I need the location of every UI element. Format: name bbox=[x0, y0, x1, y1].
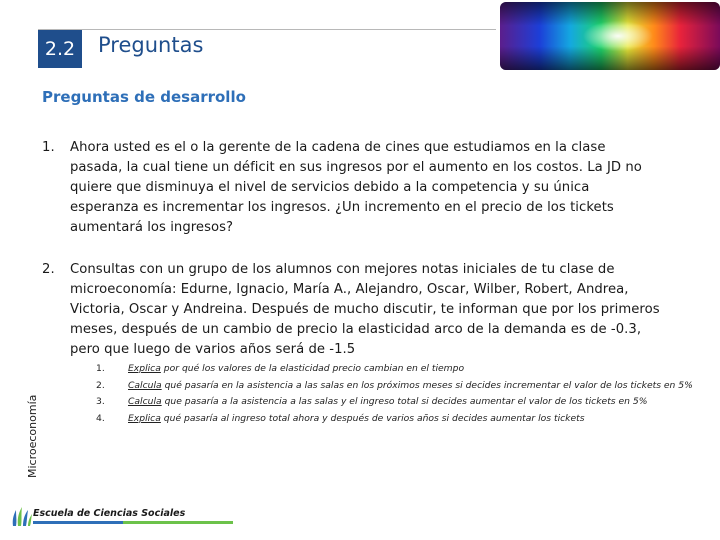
sub-question-item bbox=[96, 396, 696, 408]
school-name: Escuela de Ciencias Sociales bbox=[33, 508, 186, 519]
sub-question-item bbox=[96, 363, 696, 375]
rainbow-light-banner bbox=[500, 2, 720, 70]
question-text: Consultas con un grupo de los alumnos con mejores notas iniciales de tu clase de microeconomía: Edurne, Ignacio, María A., Alejandro, Oscar, Wilber, Robert, Andrea, Victoria, Oscar y Andreina. Después de mucho discutir, te informan que por los primeros meses, después de un cambio de precio la elasticidad arco de la demanda es de -0.3, pero que luego de varios años será de -1.5 bbox=[70, 262, 660, 357]
section-number-badge: 2.2 bbox=[38, 30, 82, 68]
sub-question-verb: Explica bbox=[128, 363, 161, 374]
sub-question-verb: Calcula bbox=[128, 396, 162, 407]
footer-underline bbox=[33, 521, 233, 524]
sub-question-number: 2. bbox=[96, 379, 105, 391]
sub-question-number: 4. bbox=[96, 412, 105, 424]
flame-leaves-logo bbox=[10, 504, 34, 528]
sub-question-number: 3. bbox=[96, 396, 105, 407]
sub-question-item bbox=[96, 380, 696, 392]
question-number: 1. bbox=[42, 140, 55, 155]
sub-question-text: por qué los valores de la elasticidad precio cambian en el tiempo bbox=[160, 363, 465, 374]
section-title: Preguntas bbox=[98, 33, 204, 57]
question-number: 2. bbox=[42, 262, 55, 277]
sub-question-text: qué pasaría al ingreso total ahora y después de varios años si decides aumentar los tickets bbox=[160, 412, 585, 424]
question-item bbox=[42, 138, 662, 238]
sub-question-verb: Calcula bbox=[128, 379, 162, 391]
sub-question-text: qué pasaría en la asistencia a las salas en los próximos meses si decides incrementar el valor de los tickets en 5% bbox=[161, 379, 693, 391]
header-divider bbox=[38, 29, 496, 30]
question-text: Ahora usted es el o la gerente de la cadena de cines que estudiamos en la clase pasada, la cual tiene un déficit en sus ingresos por el aumento en los costos. La JD no quiere que disminuya el nivel de servicios debido a la competencia y su única esperanza es incrementar los ingresos. ¿Un incremento en el precio de los tickets aumentará los ingresos? bbox=[70, 140, 642, 235]
question-list bbox=[42, 138, 662, 382]
sub-question-number: 1. bbox=[96, 363, 105, 374]
sub-question-item bbox=[96, 413, 696, 425]
question-item bbox=[42, 260, 662, 360]
sub-question-verb: Explica bbox=[128, 412, 161, 424]
subtitle: Preguntas de desarrollo bbox=[42, 88, 246, 106]
course-side-label: Microeconomía bbox=[26, 394, 39, 478]
sub-question-list bbox=[96, 363, 696, 429]
sub-question-text: que pasaría a la asistencia a las salas y el ingreso total si decides aumentar el valor de los tickets en 5% bbox=[161, 396, 648, 407]
